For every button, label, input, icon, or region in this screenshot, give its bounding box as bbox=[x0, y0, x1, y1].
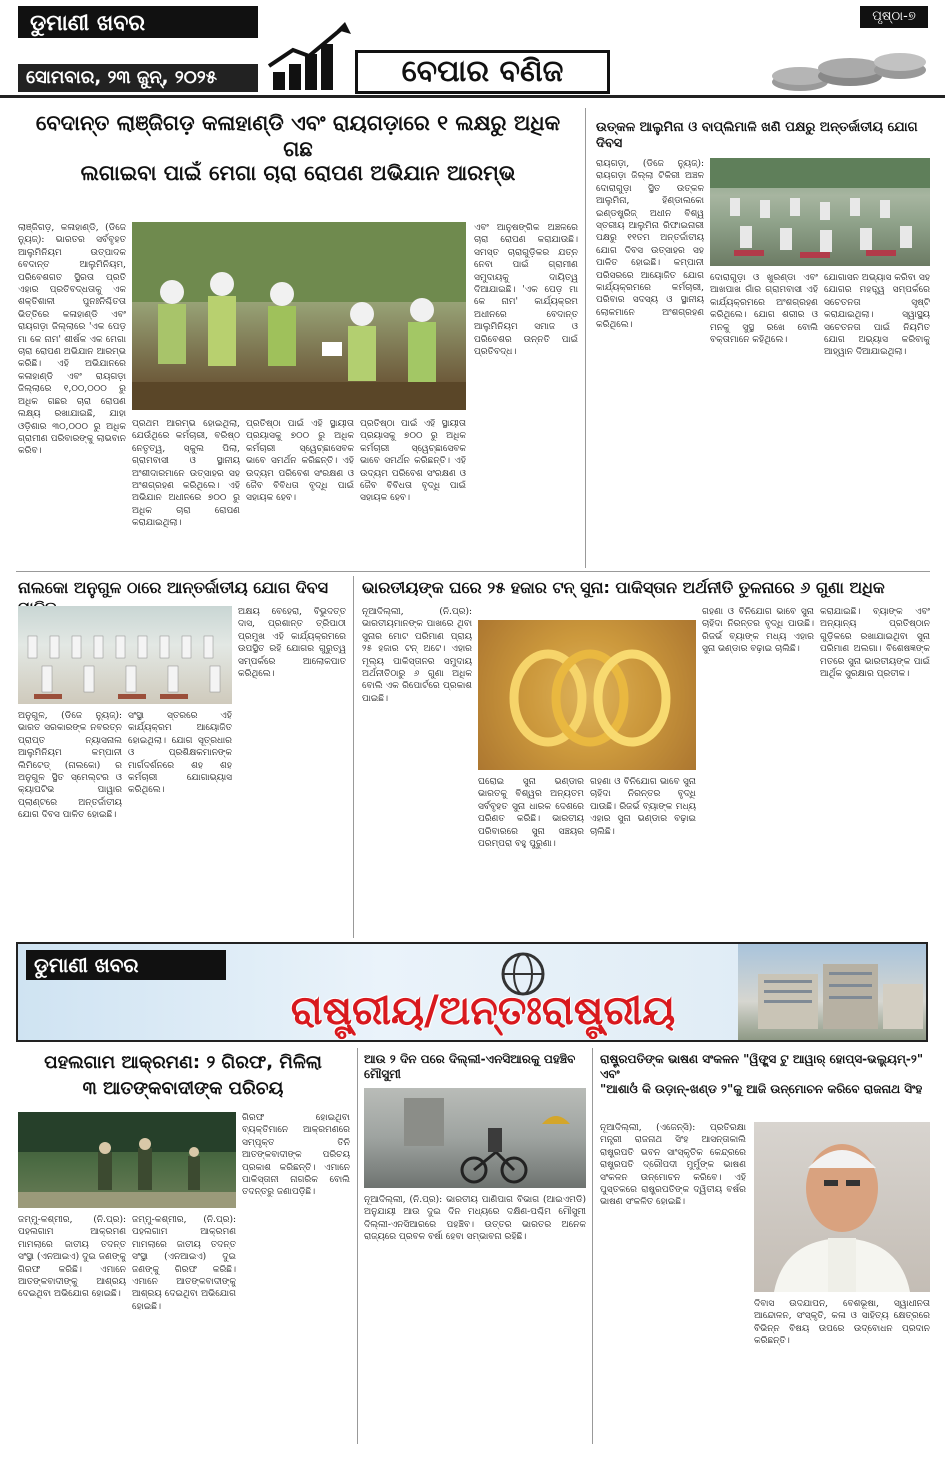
nalco-yoga-column-2: ସଂସ୍ଥା ସ୍ତରରେ ଏହି କାର୍ଯ୍ୟକ୍ରମ ଆୟୋଜିତ ହୋଇଥିଲା। ଯୋଗ ସୂତ୍ରଧାର ଓ ପ୍ରଶିକ୍ଷକମାନଙ୍କ ମାର୍ଗଦର୍ଶନରେ ଶହ ଶହ କର୍ମଚାରୀ ଯୋଗାଭ୍ୟାସ କରିଥିଲେ। bbox=[128, 711, 232, 796]
rajnath-text: ନୂଆଦିଲ୍ଲୀ, (ଏଜେନ୍ସି): ପ୍ରତିରକ୍ଷା ମନ୍ତ୍ରୀ ରାଜନାଥ ସିଂହ ଆସନ୍ତାକାଲି ରାଷ୍ଟ୍ରପତି ଭବନ ସାଂସ୍କୃତିକ କେନ୍ଦ୍ରରେ ରାଷ୍ଟ୍ରପତି ଦ୍ରୌପଦୀ ମୁର୍ମୁଙ୍କ ଭାଷଣ ସଂକଳନ ଉନ୍ମୋଚନ କରିବେ। ଏହି ପୁସ୍ତକରେ ରାଷ୍ଟ୍ରପତିଙ୍କ ଦ୍ୱିତୀୟ ବର୍ଷର ଭାଷଣ ସଂକଳିତ ହୋଇଛି। bbox=[600, 1123, 746, 1208]
section-title: ବେପାର ବଣିଜ bbox=[355, 50, 610, 94]
column-divider bbox=[592, 1048, 593, 1444]
nalco-yoga-photo bbox=[18, 606, 232, 704]
rajnath-headline-line-1: ରାଷ୍ଟ୍ରପତିଙ୍କ ଭାଷଣ ସଂକଳନ "ୱିଙ୍ଗ୍ସ ଟୁ ଆୱାର୍ ହୋପ୍ସ-ଭଲ୍ୟୁମ୍-୨" ଏବଂ bbox=[600, 1052, 924, 1081]
vedanta-headline-line-1: ବେଦାନ୍ତ ଲାଞ୍ଜିଗଡ଼ କଳାହାଣ୍ଡି ଏବଂ ରାୟଗଡ଼ାରେ ୧ ଲକ୍ଷରୁ ଅଧିକ ଗଛ bbox=[35, 111, 561, 162]
vedanta-column-2: ପ୍ରଥମ ଆରମ୍ଭ ହୋଇଥିଲା, ଯେଉଁଥିରେ କର୍ମଚାରୀ, ବରିଷ୍ଠ ନେତୃତ୍ୱ, ସ୍କୁଲ ପିଲା, ଗ୍ରାମବାସୀ ଓ ସ୍ଥାନୀୟ ଅଂଶୀଦାରମାନେ ଉତ୍ସାହର ସହ ଅଂଶଗ୍ରହଣ କରିଥିଲେ। ଏହି ଅଭିଯାନ ଅଧୀନରେ ୭୦୦ ରୁ ଅଧିକ ଚାରା ରୋପଣ କରାଯାଇଥିଲା। bbox=[132, 419, 240, 529]
utkal-yoga-photo bbox=[710, 158, 930, 266]
monsoon-headline: ଆଉ ୨ ଦିନ ପରେ ଦିଲ୍ଲୀ-ଏନସିଆରକୁ ପହଞ୍ଚିବ ମୌସୁମୀ bbox=[364, 1052, 576, 1081]
city-building-image bbox=[738, 944, 928, 1040]
buildings-illustration bbox=[738, 944, 928, 1040]
dateline: ସୋମବାର, ୨୩ ଜୁନ୍, ୨୦୨୫ bbox=[18, 64, 258, 92]
nalco-yoga-column-3: ଅକ୍ଷୟ ବେହେରା, ବିଭୁଦତ୍ତ ଦାସ, ପ୍ରଶାନ୍ତ ତ୍ରିପାଠୀ ପ୍ରମୁଖ ଏହି କାର୍ଯ୍ୟକ୍ରମରେ ଉପସ୍ଥିତ ରହି ଯୋଗର ଗୁରୁତ୍ୱ ସମ୍ପର୍କରେ ଆଲୋକପାତ କରିଥିଲେ। bbox=[238, 607, 346, 680]
coin-stack-icon bbox=[760, 40, 930, 95]
vedanta-column-3: ପ୍ରତିଷ୍ଠା ପାଇଁ ଏହି ସ୍ଥାୟୀତା ପ୍ରୟାସକୁ ୭୦୦ ରୁ ଅଧିକ କର୍ମଚାରୀ ସ୍ୱେଚ୍ଛାସେବକ ଭାବେ ସମର୍ଥନ କରିଛନ୍ତି। ଏହି ଉଦ୍ୟମ ପରିବେଶ ସଂରକ୍ଷଣ ଓ ଜୈବ ବିବିଧତା ବୃଦ୍ଧି ପାଇଁ ସହାୟକ ହେବ। bbox=[246, 419, 354, 504]
plantation-people-illustration bbox=[132, 222, 466, 410]
page-number: ପୃଷ୍ଠା-୭ bbox=[860, 6, 928, 28]
portrait-illustration bbox=[754, 1122, 930, 1292]
column-divider bbox=[585, 108, 586, 568]
pahalgam-column-1: ଜମ୍ମୁ-କଶ୍ମୀର, (ନି.ପ୍ର): ପହଲଗାମ ଆକ୍ରମଣ ମାମଲାରେ ଜାତୀୟ ତଦନ୍ତ ସଂସ୍ଥା (ଏନଆଇଏ) ଦୁଇ ଜଣଙ୍କୁ ଗିରଫ କରିଛି। ଏମାନେ ଆତଙ୍କବାଦୀଙ୍କୁ ଆଶ୍ରୟ ଦେଇଥିବା ଅଭିଯୋଗ ହୋଇଛି। bbox=[18, 1215, 126, 1300]
national-section-title: ରାଷ୍ଟ୍ରୀୟ/ଅନ୍ତଃରାଷ୍ଟ୍ରୀୟ bbox=[290, 988, 676, 1034]
rajnath-column-b: ଦିବାସ ଉଦଯାପନ, ବେଶଭୂଷା, ସ୍ୱାଧୀନତା ଆନ୍ଦୋଳନ, ସଂସ୍କୃତି, କଳା ଓ ସାହିତ୍ୟ କ୍ଷେତ୍ରରେ ବିଭିନ୍ନ ବିଷୟ ଉପରେ ଉଦ୍ବୋଧନ ପ୍ରଦାନ କରିଛନ୍ତି। bbox=[754, 1299, 930, 1347]
rajnath-headline-line-2: "ଆଶାଓଁ କି ଉଡ଼ାନ୍-ଖଣ୍ଡ ୨"କୁ ଆଜି ଉନ୍ମୋଚନ କରିବେ ରାଜନାଥ ସିଂହ bbox=[600, 1082, 923, 1096]
column-divider bbox=[357, 1048, 358, 1444]
growth-chart-icon bbox=[265, 20, 355, 94]
vedanta-column-3b: ପ୍ରତିଷ୍ଠା ପାଇଁ ଏହି ସ୍ଥାୟୀତା ପ୍ରୟାସକୁ ୭୦୦ ରୁ ଅଧିକ କର୍ମଚାରୀ ସ୍ୱେଚ୍ଛାସେବକ ଭାବେ ସମର୍ଥନ କରିଛନ୍ତି। ଏହି ଉଦ୍ୟମ ପରିବେଶ ସଂରକ୍ଷଣ ଓ ଜୈବ ବିବିଧତା ବୃଦ୍ଧି ପାଇଁ ସହାୟକ ହେବ। bbox=[360, 419, 466, 504]
masthead bbox=[0, 0, 945, 98]
pahalgam-headline-line-2: ୩ ଆତଙ୍କବାଦୀଙ୍କ ପରିଚୟ bbox=[82, 1078, 284, 1099]
rain-cyclist-illustration bbox=[364, 1088, 586, 1188]
national-section-banner bbox=[16, 942, 928, 1042]
monsoon-rain-photo bbox=[364, 1088, 586, 1188]
pahalgam-column-1b: ଜମ୍ମୁ-କଶ୍ମୀର, (ନି.ପ୍ର): ପହଲଗାମ ଆକ୍ରମଣ ମାମଲାରେ ଜାତୀୟ ତଦନ୍ତ ସଂସ୍ଥା (ଏନଆଇଏ) ଦୁଇ ଜଣଙ୍କୁ ଗିରଫ କରିଛି। ଏମାନେ ଆତଙ୍କବାଦୀଙ୍କୁ ଆଶ୍ରୟ ଦେଇଥିବା ଅଭିଯୋଗ ହୋଇଛି। bbox=[132, 1215, 236, 1312]
indoor-yoga-illustration bbox=[18, 606, 232, 704]
utkal-yoga-intro: ରାୟଗଡ଼ା, (ଡିଜେ ନ୍ୟୁଜ୍): ରାୟଗଡ଼ା ଜିଲ୍ଲା ଟିକିରୀ ଅଞ୍ଚଳ ଦୋରାଗୁଡ଼ା ସ୍ଥିତ ଉତ୍କଳ ଆଲୁମିନା, ହିଣ୍ଡାଲକୋ ଇଣ୍ଡଷ୍ଟ୍ରିଜ୍ ଅଧୀନ ବିଶ୍ୱ ସ୍ତରୀୟ ଆଲୁମିନା ରିଫାଇନାରୀ ପକ୍ଷରୁ ୧୧ତମ ଅନ୍ତର୍ଜାତୀୟ ଯୋଗ ଦିବସ ଉତ୍ସାହର ସହ ପାଳିତ ହୋଇଛି। କମ୍ପାନୀ ପରିସରରେ ଆୟୋଜିତ ଯୋଗ କାର୍ଯ୍ୟକ୍ରମରେ କର୍ମଚାରୀ, ପରିବାର ସଦସ୍ୟ ଓ ସ୍ଥାନୀୟ ଲୋକମାନେ ଅଂଶଗ୍ରହଣ କରିଥିଲେ। bbox=[596, 159, 704, 331]
gold-column-3b: ଗହଣା ଓ ବିନିଯୋଗ ଭାବେ ସୁନା ଚାହିଦା ନିରନ୍ତର ବୃଦ୍ଧି ପାଉଛି। ରିଜର୍ଭ ବ୍ୟାଙ୍କ ମଧ୍ୟ ଏହାର ସୁନା ଭଣ୍ଡାର ବଢ଼ାଇ ଚାଲିଛି। bbox=[702, 607, 814, 655]
nalco-yoga-headline: ନାଲକୋ ଅନୁଗୁଳ ଠାରେ ଆନ୍ତର୍ଜାତୀୟ ଯୋଗ ଦିବସ bbox=[18, 578, 329, 597]
gold-column-3: ଗହଣା ଓ ବିନିଯୋଗ ଭାବେ ସୁନା ଚାହିଦା ନିରନ୍ତର ବୃଦ୍ଧି ପାଉଛି। ରିଜର୍ଭ ବ୍ୟାଙ୍କ ମଧ୍ୟ ଏହାର ସୁନା ଭଣ୍ଡାର ବଢ଼ାଇ ଚାଲିଛି। bbox=[590, 777, 696, 837]
gold-bangles-photo bbox=[478, 620, 696, 770]
security-forces-illustration bbox=[18, 1112, 236, 1208]
utkal-yoga-column-b: ଯୋଗାସନ ଅଭ୍ୟାସ କରିବା ସହ ଯୋଗର ମହତ୍ତ୍ୱ ସମ୍ପର୍କରେ ସଚେତନତା ସୃଷ୍ଟି କରାଯାଇଥିଲା। ସ୍ୱାସ୍ଥ୍ୟ ସଚେତନତା ପାଇଁ ନିୟମିତ ଯୋଗ ଅଭ୍ୟାସ କରିବାକୁ ଆହ୍ୱାନ ଦିଆଯାଇଥିଲା। bbox=[824, 273, 930, 358]
nalco-yoga-column-1: ଅନୁଗୁଳ, (ଡିଜେ ନ୍ୟୁଜ୍): ଭାରତ ସରକାରଙ୍କ ନବରତ୍ନ ପ୍ରାପ୍ତ ନ୍ୟାସନାଲ ଆଲୁମିନିୟମ କମ୍ପାନୀ ଲିମିଟେଡ୍ (ନାଲକୋ) ର ଅନୁଗୁଳ ସ୍ଥିତ ସ୍ମେଲ୍ଟର ଓ କ୍ୟାପଟିଭ ପାୱାର ପ୍ଲାଣ୍ଟରେ ଅନ୍ତର୍ଜାତୀୟ ଯୋଗ ଦିବସ ପାଳିତ ହୋଇଛି। bbox=[18, 711, 122, 821]
gold-column-1: ନୂଆଦିଲ୍ଲୀ, (ନି.ପ୍ର): ଭାରତୀୟମାନଙ୍କ ପାଖରେ ଥିବା ସୁନାର ମୋଟ ପରିମାଣ ପ୍ରାୟ ୨୫ ହଜାର ଟନ୍ ଅଟେ। ଏହାର ମୂଲ୍ୟ ପାକିସ୍ତାନର ସମୁଦାୟ ଅର୍ଥନୀତିଠାରୁ ୬ ଗୁଣା ଅଧିକ ବୋଲି ଏକ ରିପୋର୍ଟରେ ପ୍ରକାଶ ପାଇଛି। bbox=[362, 607, 472, 704]
pahalgam-column-2: ଗିରଫ ହୋଇଥିବା ବ୍ୟକ୍ତିମାନେ ଆକ୍ରମଣରେ ସମ୍ପୃକ୍ତ ତିନି ଆତଙ୍କବାଦୀଙ୍କ ପରିଚୟ ପ୍ରକାଶ କରିଛନ୍ତି। ଏମାନେ ପାକିସ୍ତାନୀ ନାଗରିକ ବୋଲି ତଦନ୍ତରୁ ଜଣାପଡ଼ିଛି। bbox=[242, 1113, 350, 1198]
vedanta-headline-line-2: ଲଗାଇବା ପାଇଁ ମେଗା ଚାରା ରୋପଣ ଅଭିଯାନ ଆରମ୍ଭ bbox=[80, 161, 516, 185]
vedanta-plantation-photo bbox=[132, 222, 466, 410]
utkal-yoga-headline: ଉତ୍କଳ ଆଲୁମିନା ଓ ବାପ୍ଲିମାଳି ଖଣି ପକ୍ଷରୁ ଅନ୍ତର୍ଜାତୀୟ ଯୋଗ ଦିବସ bbox=[596, 120, 918, 152]
utkal-yoga-column-a: ଦୋରାଗୁଡ଼ା ଓ ଖୁରଣ୍ଡା ଏବଂ ଆଖପାଖ ଗାଁର ଗ୍ରାମବାସୀ ଏହି କାର୍ଯ୍ୟକ୍ରମରେ ଅଂଶଗ୍ରହଣ କରିଥିଲେ। ଯୋଗ ଶରୀର ଓ ମନକୁ ସୁସ୍ଥ ରଖେ ବୋଲି ବକ୍ତାମାନେ କହିଥିଲେ। bbox=[710, 273, 818, 346]
vedanta-column-4: ଏବଂ ଆନୁଷଙ୍ଗିକ ଅଞ୍ଚଳରେ ଚାରା ରୋପଣ କରାଯାଉଛି। ସମସ୍ତ ଚାରାଗୁଡ଼ିକର ଯତ୍ନ ନେବା ପାଇଁ ଗ୍ରାମୀଣ ସମୁଦାୟକୁ ଦାୟିତ୍ୱ ଦିଆଯାଇଛି। 'ଏକ ପେଡ଼ ମା କେ ନାମ' କାର୍ଯ୍ୟକ୍ରମ ଅଧୀନରେ ବେଦାନ୍ତ ଆଲୁମିନିୟମ ସମାଜ ଓ ପରିବେଶର ଉନ୍ନତି ପାଇଁ ପ୍ରତିବଦ୍ଧ। bbox=[474, 223, 578, 358]
gold-column-2: ଘରୋଇ ସୁନା ଭଣ୍ଡାର ଭାରତକୁ ବିଶ୍ୱର ଅନ୍ୟତମ ସର୍ବବୃହତ ସୁନା ଧାରକ ଦେଶରେ ପରିଣତ କରିଛି। ଭାରତୀୟ ପରିବାରରେ ସୁନା ସଞ୍ଚୟର ପରମ୍ପରା ବହୁ ପୁରୁଣା। bbox=[478, 777, 584, 850]
column-divider bbox=[353, 576, 354, 938]
gold-headline: ଭାରତୀୟଙ୍କ ଘରେ ୨୫ ହଜାର ଟନ୍ ସୁନା: ପାକିସ୍ତାନ ଅର୍ଥନୀତି ତୁଳନାରେ ୬ ଗୁଣା ଅଧିକ bbox=[362, 578, 885, 597]
newspaper-brand: ଡୁମାଣୀ ଖବର bbox=[18, 6, 258, 38]
pahalgam-headline-line-1: ପହଲଗାମ ଆକ୍ରମଣ: ୨ ଗିରଫ, ମିଳିଲା bbox=[44, 1052, 322, 1073]
rajnath-singh-photo bbox=[754, 1122, 930, 1292]
monsoon-text: ନୂଆଦିଲ୍ଲୀ, (ନି.ପ୍ର): ଭାରତୀୟ ପାଣିପାଗ ବିଭାଗ (ଆଇଏମଡି) ଅନୁଯାୟୀ ଆଉ ଦୁଇ ଦିନ ମଧ୍ୟରେ ଦକ୍ଷିଣ-ପଶ୍ଚିମ ମୌସୁମୀ ଦିଲ୍ଲୀ-ଏନସିଆରରେ ପହଞ୍ଚିବ। ଉତ୍ତର ଭାରତର ଅନେକ ରାଜ୍ୟରେ ପ୍ରବଳ ବର୍ଷା ହେବା ସମ୍ଭାବନା ରହିଛି। bbox=[364, 1195, 586, 1243]
yoga-crowd-illustration bbox=[710, 158, 930, 266]
horizontal-divider bbox=[16, 571, 930, 572]
banner-brand: ଡୁମାଣୀ ଖବର bbox=[26, 950, 226, 980]
vedanta-column-1: ଲାଞ୍ଜିଗଡ଼, କଳାହାଣ୍ଡି, (ଡିଜେ ନ୍ୟୁଜ୍): ଭାରତର ସର୍ବବୃହତ ଆଲୁମିନିୟମ ଉତ୍ପାଦକ ବେଦାନ୍ତ ଆଲୁମିନିୟମ, ପରିବେଶଗତ ସ୍ଥିରତା ପ୍ରତି ଏହାର ପ୍ରତିବଦ୍ଧତାକୁ ଏକ ଶକ୍ତିଶାଳୀ ପୁନଃନିଶ୍ଚିତତା ଭିତ୍ତିରେ କଳାହାଣ୍ଡି ଏବଂ ରାୟଗଡ଼ା ଜିଲ୍ଲାରେ 'ଏକ ପେଡ଼ ମା କେ ନାମ' ଶୀର୍ଷକ ଏକ ମେଗା ଚାରା ରୋପଣ ଅଭିଯାନ ଆରମ୍ଭ କରିଛି। ଏହି ଅଭିଯାନରେ କଳାହାଣ୍ଡି ଏବଂ ରାୟଗଡ଼ା ଜିଲ୍ଲାରେ ୧,୦୦,୦୦୦ ରୁ ଅଧିକ ଗଛର ଚାରା ରୋପଣ ଲକ୍ଷ୍ୟ ରଖାଯାଇଛି, ଯାହା ଓଡ଼ିଶାର ୩୦,୦୦୦ ରୁ ଅଧିକ ଗ୍ରାମୀଣ ପରିବାରଙ୍କୁ ଲାଭବାନ କରିବ। bbox=[18, 223, 126, 457]
gold-column-4: କରାଯାଇଛି। ବ୍ୟାଙ୍କ ଏବଂ ଅନ୍ୟାନ୍ୟ ପ୍ରତିଷ୍ଠାନ ଗୁଡ଼ିକରେ ରଖାଯାଇଥିବା ସୁନା ପରିମାଣ ଅଲଗା। ବିଶେଷଜ୍ଞଙ୍କ ମତରେ ସୁନା ଭାରତୀୟଙ୍କ ପାଇଁ ଆର୍ଥିକ ସୁରକ୍ଷାର ପ୍ରତୀକ। bbox=[820, 607, 930, 680]
gold-bangles-illustration bbox=[478, 620, 696, 770]
pahalgam-photo bbox=[18, 1112, 236, 1208]
